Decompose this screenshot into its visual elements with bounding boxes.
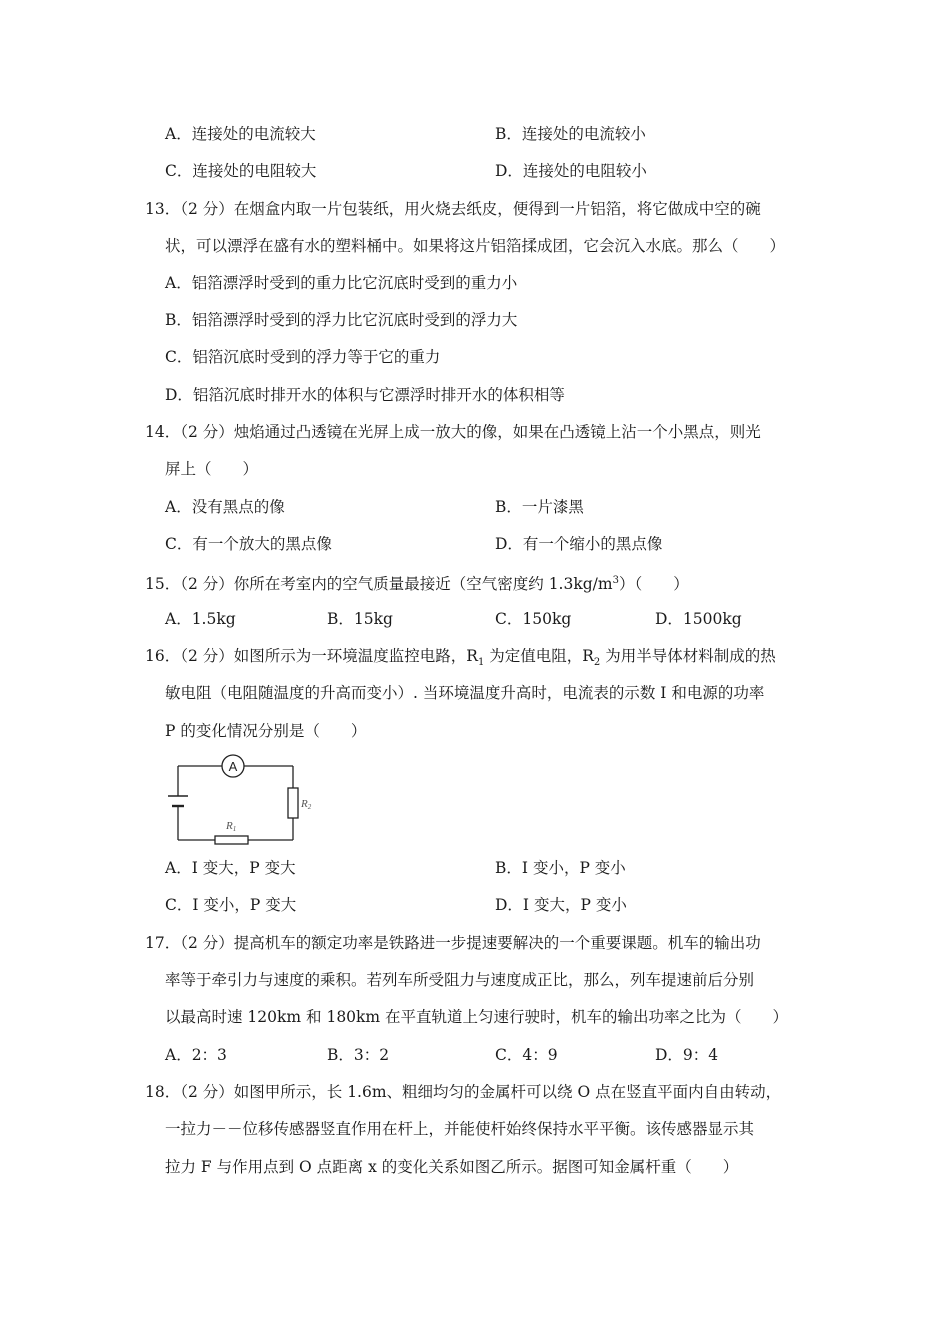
- q17-stem-line1: 17．（2 分）提高机车的额定功率是铁路进一步提速要解决的一个重要课题。机车的输出功: [145, 934, 761, 952]
- q13-option-b: B．铝箔漂浮时受到的浮力比它沉底时受到的浮力大: [165, 311, 518, 329]
- r1-label-sub: 1: [232, 825, 237, 833]
- q16-circuit-diagram: [160, 752, 320, 850]
- q13-option-d: D．铝箔沉底时排开水的体积与它漂浮时排开水的体积相等: [165, 386, 565, 404]
- r1-label-letter: R: [226, 820, 233, 832]
- q17-stem-line2: 率等于牵引力与速度的乘积。若列车所受阻力与速度成正比，那么，列车提速前后分别: [165, 971, 755, 989]
- resistor-r1-icon: [215, 836, 248, 844]
- q15-option-a: A．1.5kg: [165, 610, 236, 628]
- q12-option-b: B．连接处的电流较小: [495, 125, 646, 143]
- q12-option-d: D．连接处的电阻较小: [495, 162, 647, 180]
- q13-stem-line1: 13．（2 分）在烟盒内取一片包装纸，用火烧去纸皮，便得到一片铝箔，将它做成中空的碗: [145, 200, 761, 218]
- q14-option-a: A．没有黑点的像: [165, 498, 285, 516]
- q18-stem-line3: 拉力 F 与作用点到 O 点距离 x 的变化关系如图乙所示。据图可知金属杆重（ ）: [165, 1158, 739, 1176]
- q16-option-b: B．I 变小，P 变小: [495, 859, 626, 877]
- r2-label-sub: 2: [307, 803, 312, 811]
- q12-option-c: C．连接处的电阻较大: [165, 162, 317, 180]
- q16-stem-line1: [145, 646, 776, 673]
- q17-option-b: B．3：2: [327, 1046, 390, 1064]
- q15-stem-tail: ）（ ）: [618, 575, 689, 594]
- q17-option-a: A．2：3: [165, 1046, 227, 1064]
- q14-stem-line2: 屏上（ ）: [165, 460, 259, 478]
- q16-stem-line2: 敏电阻（电阻随温度的升高而变小）. 当环境温度升高时，电流表的示数 I 和电源的功率: [165, 684, 765, 702]
- q14-option-d: D．有一个缩小的黑点像: [495, 535, 663, 553]
- q16-stem-line3: P 的变化情况分别是（ ）: [165, 722, 367, 740]
- resistor-r2-icon: [288, 788, 298, 818]
- q14-option-c: C．有一个放大的黑点像: [165, 535, 332, 553]
- q15-stem-text: 15．（2 分）你所在考室内的空气质量最接近（空气密度约 1.3kg/m: [145, 575, 613, 594]
- q14-stem-line1: 14．（2 分）烛焰通过凸透镜在光屏上成一放大的像，如果在凸透镜上沾一个小黑点，则光: [145, 423, 761, 441]
- q17-option-d: D．9：4: [655, 1046, 719, 1064]
- q15-stem: [145, 571, 689, 594]
- q15-option-d: D．1500kg: [655, 610, 742, 628]
- q14-option-b: B．一片漆黑: [495, 498, 584, 516]
- q16-line1-part-a: 16．（2 分）如图所示为一环境温度监控电路，R: [145, 647, 478, 665]
- r1-label: [225, 820, 236, 833]
- q16-option-c: C．I 变小，P 变大: [165, 896, 297, 914]
- q12-option-a: A．连接处的电流较大: [165, 125, 316, 143]
- q16-option-a: A．I 变大，P 变大: [165, 859, 296, 877]
- r2-label: [300, 798, 312, 811]
- q16-line1-part-b: 为定值电阻，R: [484, 647, 594, 665]
- q16-line1-sub2: 2: [593, 657, 601, 669]
- q18-stem-line1: 18．（2 分）如图甲所示，长 1.6m、粗细均匀的金属杆可以绕 O 点在竖直平面内自由转动，: [145, 1083, 782, 1101]
- q13-stem-line2: 状，可以漂浮在盛有水的塑料桶中。如果将这片铝箔揉成团，它会沉入水底。那么（ ）: [165, 237, 786, 255]
- q15-option-b: B．15kg: [327, 610, 393, 628]
- q15-option-c: C．150kg: [495, 610, 572, 628]
- q15-stem-superscript: 3: [612, 575, 619, 586]
- r2-label-letter: R: [301, 798, 308, 810]
- q13-option-a: A．铝箔漂浮时受到的重力比它沉底时受到的重力小: [165, 274, 518, 292]
- q17-option-c: C．4：9: [495, 1046, 558, 1064]
- q18-stem-line2: 一拉力－－位移传感器竖直作用在杆上，并能使杆始终保持水平平衡。该传感器显示其: [165, 1120, 755, 1138]
- q13-option-c: C．铝箔沉底时受到的浮力等于它的重力: [165, 348, 441, 366]
- q16-line1-part-c: 为用半导体材料制成的热: [600, 647, 776, 665]
- q17-stem-line3: 以最高时速 120km 和 180km 在平直轨道上匀速行驶时，机车的输出功率之比为（ ）: [165, 1008, 789, 1026]
- q16-line1-sub1: 1: [477, 657, 485, 669]
- ammeter-label: A: [228, 759, 238, 774]
- q16-option-d: D．I 变大，P 变小: [495, 896, 627, 914]
